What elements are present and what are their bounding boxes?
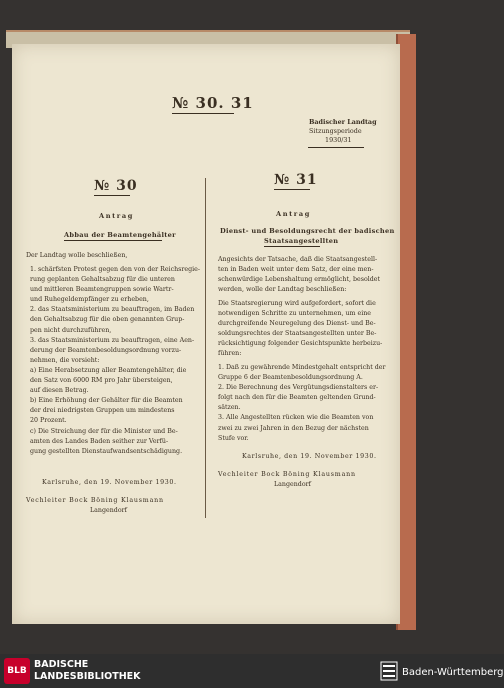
right-para2-line: rücksichtigung folgender Gesichtspunkte herbeizu- bbox=[218, 340, 383, 348]
blb-name[interactable] bbox=[34, 659, 141, 683]
left-item-line: und Ruhegeldempfänger zu erheben, bbox=[30, 296, 149, 304]
column-divider bbox=[205, 178, 206, 518]
blb-name-line-2: LANDESBIBLIOTHEK bbox=[34, 671, 141, 682]
left-item-line: den Gehaltsabzug für die oben genannten Grup- bbox=[30, 316, 185, 324]
right-subject-underline bbox=[264, 246, 320, 247]
left-subject: Abbau der Beamtengehälter bbox=[64, 231, 176, 239]
left-intro: Der Landtag wolle beschließen, bbox=[26, 252, 128, 259]
left-item-line: nehmen, die vorsieht: bbox=[30, 356, 100, 364]
right-signers-1: Vechleiter Bock Böning Klausmann bbox=[218, 471, 356, 478]
right-para-2 bbox=[218, 299, 382, 360]
right-para2-line: soldungsrechtes der Staatsangestellten unter Be- bbox=[218, 330, 377, 338]
right-para1-line: Angesichts der Tatsache, daß die Staatsangestell- bbox=[218, 256, 378, 263]
right-item-line: sätzen. bbox=[218, 404, 241, 412]
left-item-line: amten des Landes Baden seither zur Verfü- bbox=[30, 437, 169, 445]
document-page bbox=[12, 44, 400, 624]
right-item-line: 3. Alle Angestellten rücken wie die Beamten von bbox=[218, 414, 374, 422]
right-item-line: Stufe vor. bbox=[218, 434, 249, 442]
right-number-underline bbox=[274, 189, 310, 190]
blb-name-line-1: BADISCHE bbox=[34, 659, 89, 670]
left-item-line: auf diesen Betrag. bbox=[30, 387, 89, 395]
right-para2-line: notwendigen Schritte zu unternehmen, um eine bbox=[218, 310, 372, 318]
left-item-line: c) Die Streichung der für die Minister und Be- bbox=[30, 427, 178, 435]
left-item-line: der drei niedrigsten Gruppen um mindestens bbox=[30, 407, 175, 415]
main-title-underline bbox=[172, 113, 234, 114]
right-date: Karlsruhe, den 19. November 1930. bbox=[242, 453, 377, 460]
left-signers-2: Langendorf bbox=[90, 507, 127, 514]
session-underline bbox=[308, 147, 364, 148]
session-line-1: Badischer Landtag bbox=[309, 118, 377, 126]
right-items bbox=[218, 363, 386, 444]
right-subject-1: Dienst- und Besoldungsrecht der badischen bbox=[220, 227, 395, 235]
right-item-line: folgt nach den für die Beamten geltenden Grund- bbox=[218, 394, 376, 402]
right-para1-line: schenwürdige Lebenshaltung ermöglicht, besoldet bbox=[218, 276, 381, 284]
right-signers-2: Langendorf bbox=[274, 481, 311, 488]
left-item-line: 1. schärfsten Protest gegen den von der Reichsregie- bbox=[30, 266, 201, 273]
right-item-line: zwei zu zwei Jahren in den Bezug der nächsten bbox=[218, 424, 369, 432]
left-number-underline bbox=[94, 195, 130, 196]
left-items bbox=[30, 265, 200, 457]
left-item-line: pen nicht durchzuführen, bbox=[30, 326, 112, 334]
left-date: Karlsruhe, den 19. November 1930. bbox=[42, 479, 177, 486]
left-item-line: rung geplanten Gehaltsabzug für die unteren bbox=[30, 276, 175, 284]
session-line-2: Sitzungsperiode bbox=[309, 127, 362, 135]
main-title: № 30. 31 bbox=[172, 94, 254, 112]
right-antrag: Antrag bbox=[276, 210, 311, 218]
left-item-line: a) Eine Herabsetzung aller Beamtengehälter, die bbox=[30, 366, 187, 374]
right-para2-line: Die Staatsregierung wird aufgefordert, sofort die bbox=[218, 300, 376, 307]
left-antrag: Antrag bbox=[99, 212, 134, 220]
left-item-line: den Satz von 6000 RM pro Jahr übersteigen, bbox=[30, 377, 173, 385]
left-item-line: und mittleren Beamtengruppen sowie Wartr- bbox=[30, 286, 174, 294]
right-item-line: Gruppe 6 der Beamtenbesoldungsordnung A. bbox=[218, 374, 363, 382]
baden-wuerttemberg-lions-icon[interactable] bbox=[380, 660, 398, 682]
right-subject-2: Staatsangestellten bbox=[264, 237, 339, 245]
right-para1-line: ten in Baden weit unter dem Satz, der eine men- bbox=[218, 266, 374, 274]
left-item-line: b) Eine Erhöhung der Gehälter für die Beamten bbox=[30, 397, 183, 405]
blb-logo[interactable]: BLB bbox=[4, 658, 30, 684]
left-item-line: 3. das Staatsministerium zu beauftragen, eine Aen- bbox=[30, 336, 195, 344]
right-para2-line: durchgreifende Neuregelung des Dienst- und Be- bbox=[218, 320, 376, 328]
right-para-1 bbox=[218, 255, 380, 295]
right-item-line: 1. Daß zu gewährende Mindestgehalt entspricht der bbox=[218, 364, 386, 371]
session-line-3: 1930/31 bbox=[325, 136, 352, 144]
left-subject-underline bbox=[64, 240, 162, 241]
right-number: № 31 bbox=[274, 172, 318, 188]
right-para2-line: führen: bbox=[218, 350, 242, 358]
left-item-line: gung gestellten Dienstaufwandsentschädigung. bbox=[30, 447, 183, 455]
left-signers-1: Vechleiter Bock Böning Klausmann bbox=[26, 497, 164, 504]
right-item-line: 2. Die Berechnung des Vergütungsdienstalters er- bbox=[218, 384, 379, 392]
left-item-line: 2. das Staatsministerium zu beauftragen, im Baden bbox=[30, 306, 195, 314]
left-number: № 30 bbox=[94, 178, 138, 194]
left-item-line: 20 Prozent. bbox=[30, 417, 67, 425]
left-item-line: derung der Beamtenbesoldungsordnung vorzu- bbox=[30, 346, 182, 354]
bw-name[interactable]: Baden-Württemberg bbox=[402, 667, 504, 678]
right-para1-line: werden, wolle der Landtag beschließen: bbox=[218, 286, 347, 294]
